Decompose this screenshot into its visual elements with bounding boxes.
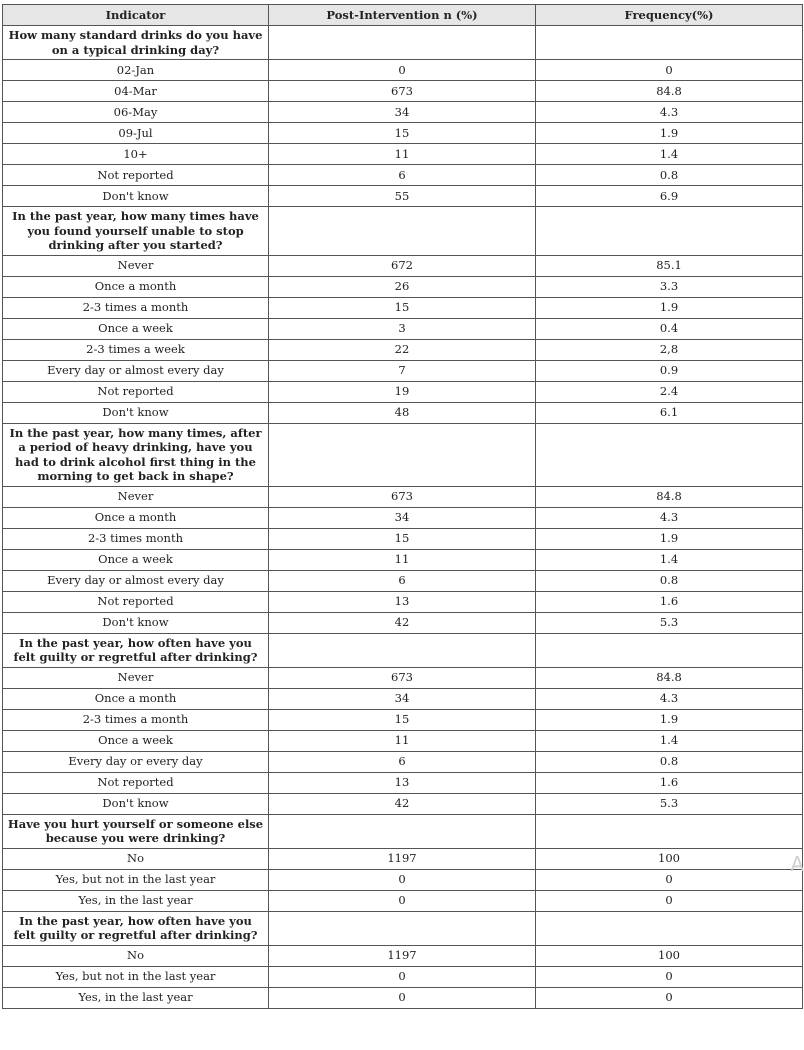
- frequency-value: 0: [536, 869, 803, 890]
- post-intervention-value: 34: [269, 102, 536, 123]
- table-row: [3, 123, 803, 144]
- table-row: [3, 667, 803, 688]
- post-intervention-value: 48: [269, 402, 536, 423]
- question-row: [3, 633, 803, 667]
- post-intervention-value: 19: [269, 381, 536, 402]
- table-row: [3, 381, 803, 402]
- frequency-value: 1.9: [536, 528, 803, 549]
- frequency-value: 0: [536, 890, 803, 911]
- post-intervention-value: 15: [269, 297, 536, 318]
- post-intervention-value: 15: [269, 528, 536, 549]
- post-intervention-value: 13: [269, 591, 536, 612]
- post-intervention-value: 673: [269, 667, 536, 688]
- frequency-value: 85.1: [536, 255, 803, 276]
- empty-cell: [269, 26, 536, 60]
- table-row: [3, 60, 803, 81]
- table-row: [3, 709, 803, 730]
- empty-cell: [536, 814, 803, 848]
- post-intervention-value: 34: [269, 688, 536, 709]
- frequency-value: 0: [536, 987, 803, 1008]
- table-row: [3, 165, 803, 186]
- post-intervention-value: 0: [269, 60, 536, 81]
- post-intervention-value: 26: [269, 276, 536, 297]
- question-text: Have you hurt yourself or someone else because you were drinking?: [3, 814, 269, 848]
- empty-cell: [536, 207, 803, 256]
- table-row: [3, 339, 803, 360]
- frequency-value: 0: [536, 966, 803, 987]
- response-label: 2-3 times month: [3, 528, 269, 549]
- post-intervention-value: 0: [269, 987, 536, 1008]
- response-label: Every day or almost every day: [3, 360, 269, 381]
- empty-cell: [269, 423, 536, 486]
- response-label: Every day or every day: [3, 751, 269, 772]
- post-intervention-value: 673: [269, 486, 536, 507]
- post-intervention-value: 42: [269, 612, 536, 633]
- empty-cell: [536, 26, 803, 60]
- post-intervention-value: 15: [269, 709, 536, 730]
- response-label: 06-May: [3, 102, 269, 123]
- table-row: [3, 276, 803, 297]
- response-label: 2-3 times a month: [3, 297, 269, 318]
- response-label: Once a week: [3, 730, 269, 751]
- response-label: Once a week: [3, 318, 269, 339]
- results-table: [2, 4, 803, 1009]
- empty-cell: [536, 423, 803, 486]
- post-intervention-value: 7: [269, 360, 536, 381]
- post-intervention-value: 11: [269, 730, 536, 751]
- empty-cell: [269, 814, 536, 848]
- table-row: [3, 255, 803, 276]
- table-row: [3, 297, 803, 318]
- frequency-value: 1.6: [536, 591, 803, 612]
- response-label: Not reported: [3, 591, 269, 612]
- response-label: Yes, but not in the last year: [3, 869, 269, 890]
- response-label: Once a week: [3, 549, 269, 570]
- empty-cell: [536, 633, 803, 667]
- frequency-value: 0.8: [536, 751, 803, 772]
- edge-glyph: A: [790, 852, 804, 876]
- response-label: Every day or almost every day: [3, 570, 269, 591]
- post-intervention-value: 673: [269, 81, 536, 102]
- table-row: [3, 549, 803, 570]
- post-intervention-value: 0: [269, 869, 536, 890]
- frequency-value: 84.8: [536, 81, 803, 102]
- response-label: 10+: [3, 144, 269, 165]
- table-row: [3, 751, 803, 772]
- frequency-value: 1.4: [536, 144, 803, 165]
- question-row: [3, 911, 803, 945]
- table-row: [3, 730, 803, 751]
- post-intervention-value: 0: [269, 890, 536, 911]
- header-post-intervention: Post-Intervention n (%): [269, 5, 536, 26]
- frequency-value: 0.4: [536, 318, 803, 339]
- frequency-value: 6.1: [536, 402, 803, 423]
- response-label: Never: [3, 667, 269, 688]
- table-row: [3, 186, 803, 207]
- post-intervention-value: 1197: [269, 848, 536, 869]
- response-label: Not reported: [3, 381, 269, 402]
- frequency-value: 0.8: [536, 570, 803, 591]
- table-row: [3, 144, 803, 165]
- response-label: No: [3, 945, 269, 966]
- frequency-value: 1.9: [536, 297, 803, 318]
- response-label: Never: [3, 255, 269, 276]
- post-intervention-value: 13: [269, 772, 536, 793]
- question-text: In the past year, how often have you felt guilty or regretful after drinking?: [3, 911, 269, 945]
- post-intervention-value: 3: [269, 318, 536, 339]
- frequency-value: 3.3: [536, 276, 803, 297]
- frequency-value: 100: [536, 945, 803, 966]
- post-intervention-value: 6: [269, 165, 536, 186]
- question-text: In the past year, how many times, after a period of heavy drinking, have you had to drink alcohol first thing in the morning to get back in shape?: [3, 423, 269, 486]
- response-label: 2-3 times a week: [3, 339, 269, 360]
- post-intervention-value: 42: [269, 793, 536, 814]
- response-label: Don't know: [3, 612, 269, 633]
- post-intervention-value: 11: [269, 144, 536, 165]
- table-row: [3, 890, 803, 911]
- frequency-value: 84.8: [536, 486, 803, 507]
- post-intervention-value: 34: [269, 507, 536, 528]
- empty-cell: [269, 911, 536, 945]
- frequency-value: 0.9: [536, 360, 803, 381]
- table-row: [3, 360, 803, 381]
- response-label: Yes, in the last year: [3, 890, 269, 911]
- table-row: [3, 570, 803, 591]
- question-text: In the past year, how often have you felt guilty or regretful after drinking?: [3, 633, 269, 667]
- table-row: [3, 945, 803, 966]
- frequency-value: 5.3: [536, 612, 803, 633]
- frequency-value: 2.4: [536, 381, 803, 402]
- question-text: How many standard drinks do you have on a typical drinking day?: [3, 26, 269, 60]
- empty-cell: [269, 207, 536, 256]
- table-row: [3, 869, 803, 890]
- post-intervention-value: 55: [269, 186, 536, 207]
- table-row: [3, 507, 803, 528]
- post-intervention-value: 11: [269, 549, 536, 570]
- frequency-value: 5.3: [536, 793, 803, 814]
- table-row: [3, 688, 803, 709]
- table-row: [3, 102, 803, 123]
- post-intervention-value: 1197: [269, 945, 536, 966]
- question-row: [3, 207, 803, 256]
- frequency-value: 4.3: [536, 507, 803, 528]
- table-row: [3, 81, 803, 102]
- table-row: [3, 591, 803, 612]
- table-row: [3, 848, 803, 869]
- table-body: [3, 26, 803, 1009]
- response-label: Once a month: [3, 688, 269, 709]
- frequency-value: 4.3: [536, 688, 803, 709]
- response-label: 02-Jan: [3, 60, 269, 81]
- post-intervention-value: 22: [269, 339, 536, 360]
- response-label: Yes, in the last year: [3, 987, 269, 1008]
- frequency-value: 4.3: [536, 102, 803, 123]
- response-label: Yes, but not in the last year: [3, 966, 269, 987]
- response-label: Not reported: [3, 772, 269, 793]
- table-header: [3, 5, 803, 26]
- frequency-value: 84.8: [536, 667, 803, 688]
- response-label: Don't know: [3, 186, 269, 207]
- frequency-value: 2,8: [536, 339, 803, 360]
- frequency-value: 1.9: [536, 123, 803, 144]
- response-label: Once a month: [3, 276, 269, 297]
- table-row: [3, 793, 803, 814]
- response-label: Don't know: [3, 793, 269, 814]
- post-intervention-value: 6: [269, 751, 536, 772]
- post-intervention-value: 15: [269, 123, 536, 144]
- table-row: [3, 318, 803, 339]
- post-intervention-value: 0: [269, 966, 536, 987]
- question-row: [3, 423, 803, 486]
- response-label: 09-Jul: [3, 123, 269, 144]
- question-row: [3, 26, 803, 60]
- frequency-value: 100: [536, 848, 803, 869]
- response-label: Never: [3, 486, 269, 507]
- frequency-value: 0: [536, 60, 803, 81]
- table-row: [3, 987, 803, 1008]
- response-label: No: [3, 848, 269, 869]
- question-row: [3, 814, 803, 848]
- response-label: Once a month: [3, 507, 269, 528]
- header-frequency: Frequency(%): [536, 5, 803, 26]
- frequency-value: 1.4: [536, 730, 803, 751]
- response-label: Don't know: [3, 402, 269, 423]
- table-row: [3, 966, 803, 987]
- table-row: [3, 612, 803, 633]
- question-text: In the past year, how many times have you found yourself unable to stop drinking after you started?: [3, 207, 269, 256]
- response-label: Not reported: [3, 165, 269, 186]
- frequency-value: 1.9: [536, 709, 803, 730]
- table-row: [3, 528, 803, 549]
- frequency-value: 1.4: [536, 549, 803, 570]
- post-intervention-value: 6: [269, 570, 536, 591]
- response-label: 2-3 times a month: [3, 709, 269, 730]
- table-row: [3, 772, 803, 793]
- table-row: [3, 402, 803, 423]
- header-row: [3, 5, 803, 26]
- table-row: [3, 486, 803, 507]
- header-indicator: Indicator: [3, 5, 269, 26]
- frequency-value: 6.9: [536, 186, 803, 207]
- empty-cell: [536, 911, 803, 945]
- frequency-value: 0.8: [536, 165, 803, 186]
- post-intervention-value: 672: [269, 255, 536, 276]
- frequency-value: 1.6: [536, 772, 803, 793]
- response-label: 04-Mar: [3, 81, 269, 102]
- empty-cell: [269, 633, 536, 667]
